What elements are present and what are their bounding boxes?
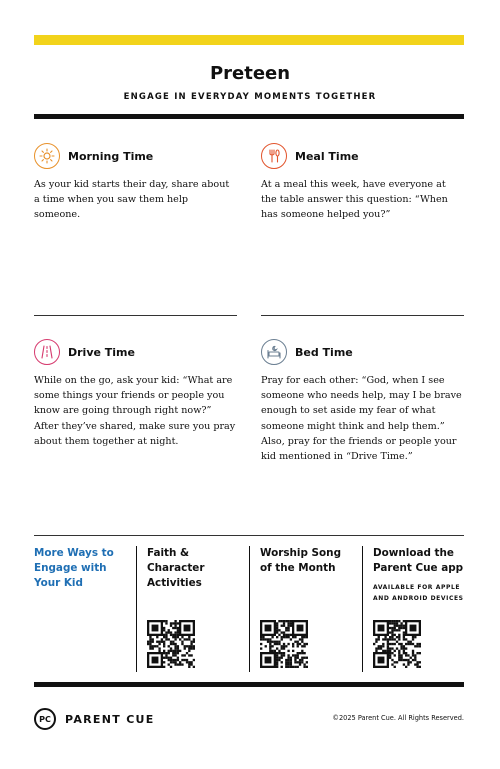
utensils-icon (261, 143, 287, 169)
logo-mark: PC (34, 708, 56, 730)
column-divider (249, 546, 250, 672)
footer-divider (34, 682, 464, 687)
card-morning-time (34, 143, 236, 223)
column-divider (136, 546, 137, 672)
resource-title: Worship Song of the Month (260, 547, 342, 574)
divider (34, 315, 237, 316)
card-title: Meal Time (295, 149, 359, 163)
resource-faith-activities (147, 546, 239, 591)
section-divider (34, 535, 464, 536)
column-divider (362, 546, 363, 672)
card-bed-time (261, 339, 463, 464)
qr-code-parent-cue-app[interactable] (373, 620, 421, 668)
bed-moon-icon (261, 339, 287, 365)
more-ways-title: More Ways to Engage with Your Kid (34, 547, 114, 589)
qr-code-faith-activities[interactable] (147, 620, 195, 668)
road-icon (34, 339, 60, 365)
resource-parent-cue-app (373, 546, 465, 604)
resource-title: Download the Parent Cue app (373, 547, 464, 574)
copyright: ©2025 Parent Cue. All Rights Reserved. (332, 714, 464, 722)
card-body: While on the go, ask your kid: “What are some things your friends or people you know are going through right now?” After they’ve shared, make sure you pray about them together at night. (34, 375, 236, 447)
qr-code-worship-song[interactable] (260, 620, 308, 668)
logo-text: PARENT CUE (65, 712, 155, 726)
card-body: Pray for each other: “God, when I see someone who needs help, may I be brave enough to set aside my fear of what someone might think and help them.” Also, pray for the friends or people your kid mentioned in “Drive Time.” (261, 375, 462, 463)
availability-note: AVAILABLE FOR APPLE AND ANDROID DEVICES (373, 584, 464, 602)
card-title: Drive Time (68, 345, 135, 359)
card-body: At a meal this week, have everyone at the table answer this question: “When has someone helped you?” (261, 179, 448, 221)
resource-worship-song (260, 546, 352, 576)
card-title: Morning Time (68, 149, 154, 163)
sun-icon (34, 143, 60, 169)
page-title: Preteen (209, 63, 291, 84)
card-meal-time (261, 143, 463, 223)
header-divider (34, 114, 464, 119)
divider (261, 315, 464, 316)
card-drive-time (34, 339, 236, 449)
header-accent-bar (34, 35, 464, 45)
card-title: Bed Time (295, 345, 353, 359)
card-body: As your kid starts their day, share about a time when you saw them help someone. (34, 179, 230, 221)
resource-title: Faith & Character Activities (147, 547, 205, 589)
parent-cue-logo (34, 708, 155, 730)
page-subtitle: ENGAGE IN EVERYDAY MOMENTS TOGETHER (123, 92, 377, 102)
